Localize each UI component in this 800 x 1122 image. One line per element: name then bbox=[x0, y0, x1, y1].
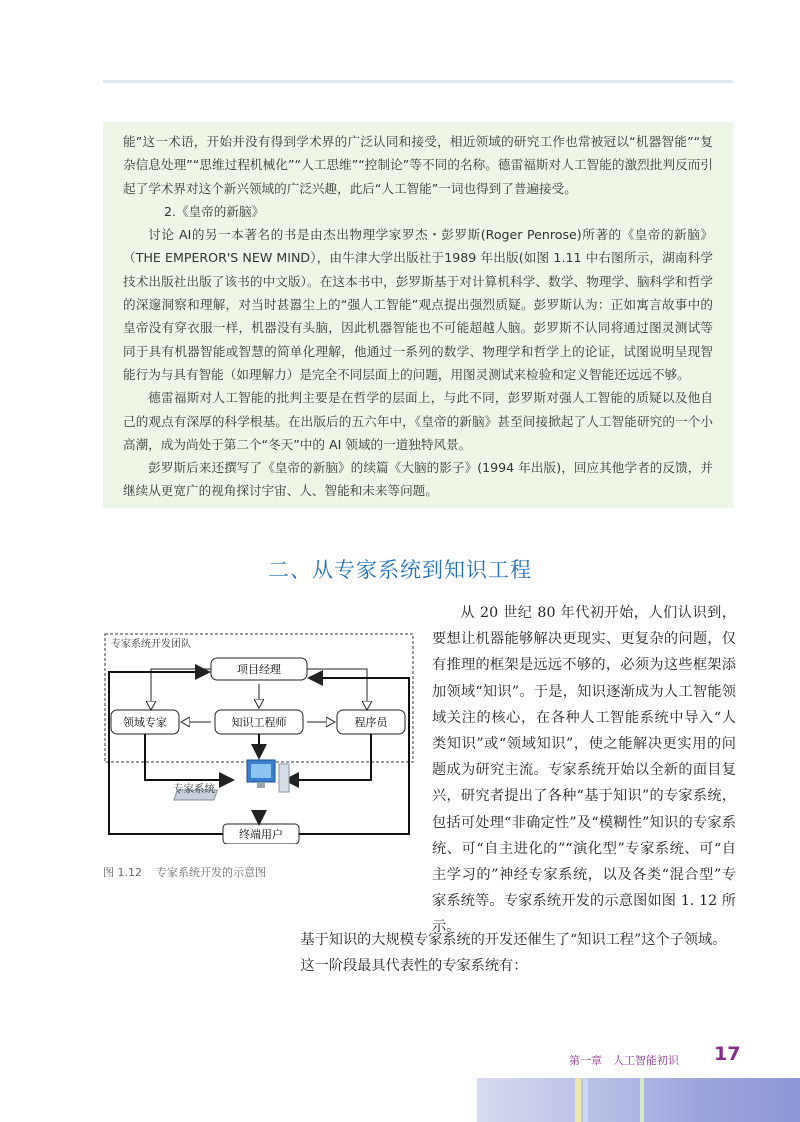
pm-to-expert-arrow bbox=[151, 669, 211, 708]
domain-expert-label: 领域专家 bbox=[123, 716, 167, 729]
right-column-text bbox=[432, 600, 736, 941]
figure-number: 图 1.12 bbox=[103, 866, 142, 879]
programmer-label: 程序员 bbox=[354, 716, 388, 729]
user-feedback-right-arrow bbox=[299, 678, 409, 834]
pm-to-programmer-arrow bbox=[307, 669, 367, 708]
page-number: 17 bbox=[714, 1043, 741, 1065]
expert-system-label: 专家系统 bbox=[173, 783, 215, 795]
user-feedback-left-arrow bbox=[109, 672, 223, 834]
body-paragraph-2: 基于知识的大规模专家系统的开发还催生了“知识工程”这个子领域。 bbox=[300, 932, 727, 948]
footer-stripe-blue bbox=[583, 1078, 588, 1122]
box-paragraph-3: 德雷福斯对人工智能的批判主要是在哲学的层面上，与此不同，彭罗斯对强人工智能的质疑以及他自己的观点有深厚的科学根基。在出版后的五六年中，《皇帝的新脑》甚至间接掀起了人工智能研究的一个小高潮，成为尚处于第二个“冬天”中的 AI 领域的一道独特风景。 bbox=[123, 390, 713, 452]
box-paragraph-1: 能”这一术语，开始并没有得到学术界的广泛认同和接受，相近领域的研究工作也常被冠以“机器智能”“复杂信息处理”“思维过程机械化”“人工思维”“控制论”等不同的名称。德雷福斯对人工智能的激烈批判反而引起了学术界对这个新兴领域的广泛兴趣，此后“人工智能”一词也得到了普遍接受。 bbox=[123, 134, 713, 196]
team-label: 专家系统开发团队 bbox=[111, 639, 191, 650]
bottom-text bbox=[272, 927, 736, 979]
expert-system-diagram bbox=[103, 632, 415, 844]
figure-caption-text: 专家系统开发的示意图 bbox=[156, 866, 266, 879]
sidebar-box bbox=[103, 122, 733, 508]
knowledge-engineer-label: 知识工程师 bbox=[231, 716, 287, 729]
box-subheading: 2.《皇帝的新脑》 bbox=[164, 203, 265, 219]
box-paragraph-2: 讨论 AI的另一本著名的书是由杰出物理学家罗杰・彭罗斯(Roger Penrose)所著的《皇帝的新脑》（THE EMPEROR'S NEW MIND），由牛津大学出版社于1989 年出版(如图 1.11 中右图所示，湖南科学技术出版社出版了该书的中文版）。在这本书中，彭罗斯基于对计算机科学、数学、物理学、脑科学和哲学的深邃洞察和理解，对当时甚嚣尘上的“强人工智能”观点提出强烈质疑。彭罗斯认为：正如寓言故事中的皇帝没有穿衣服一样，机器没有头脑，因此机器智能也不可能超越人脑。彭罗斯不认同将通过图灵测试等同于具有机器智能或智慧的简单化理解，他通过一系列的数学、物理学和哲学上的论证，试图说明呈现智能行为与具有智能（如理解力）是完全不同层面上的问题，用图灵测试来检验和定义智能还远远不够。 bbox=[123, 227, 713, 382]
expert-system-figure bbox=[103, 632, 415, 844]
figure-caption bbox=[103, 864, 280, 880]
footer-bar bbox=[477, 1078, 800, 1122]
expert-to-system-arrow bbox=[145, 734, 231, 780]
top-rule bbox=[103, 80, 733, 83]
body-paragraph-3: 这一阶段最具代表性的专家系统有： bbox=[300, 958, 528, 975]
project-manager-label: 项目经理 bbox=[237, 663, 281, 676]
body-paragraph-1: 从 20 世纪 80 年代初开始，人们认识到，要想让机器能够解决更现实、更复杂的问题，仅有推理的框架是远远不够的，必须为这些框架添加领域“知识”。于是，知识逐渐成为人工智能领域关注的核心，在各种人工智能系统中导入“人类知识”或“领域知识”，使之能解决更实用的问题成为研究主流。专家系统开始以全新的面目复兴，研究者提出了各种“基于知识”的专家系统，包括可处理“非确定性”及“模糊性”知识的专家系统、可“自主进化的”“演化型”专家系统、可“自主学习的”神经专家系统，以及各类“混合型”专家系统等。专家系统开发的示意图如图 1. 12 所示。 bbox=[432, 605, 736, 936]
section-title: 二、从专家系统到知识工程 bbox=[268, 558, 532, 582]
box-paragraph-4: 彭罗斯后来还撰写了《皇帝的新脑》的续篇《大脑的影子》(1994 年出版)，回应其他学者的反馈，并继续从更宽广的视角探讨宇宙、人、智能和未来等问题。 bbox=[123, 460, 713, 499]
end-user-label: 终端用户 bbox=[239, 828, 283, 841]
footer-chapter: 第一章 人工智能初识 bbox=[569, 1054, 679, 1067]
programmer-to-system-arrow bbox=[287, 734, 371, 780]
footer-stripe-green bbox=[640, 1078, 644, 1122]
footer-stripe-yellow bbox=[575, 1078, 581, 1122]
